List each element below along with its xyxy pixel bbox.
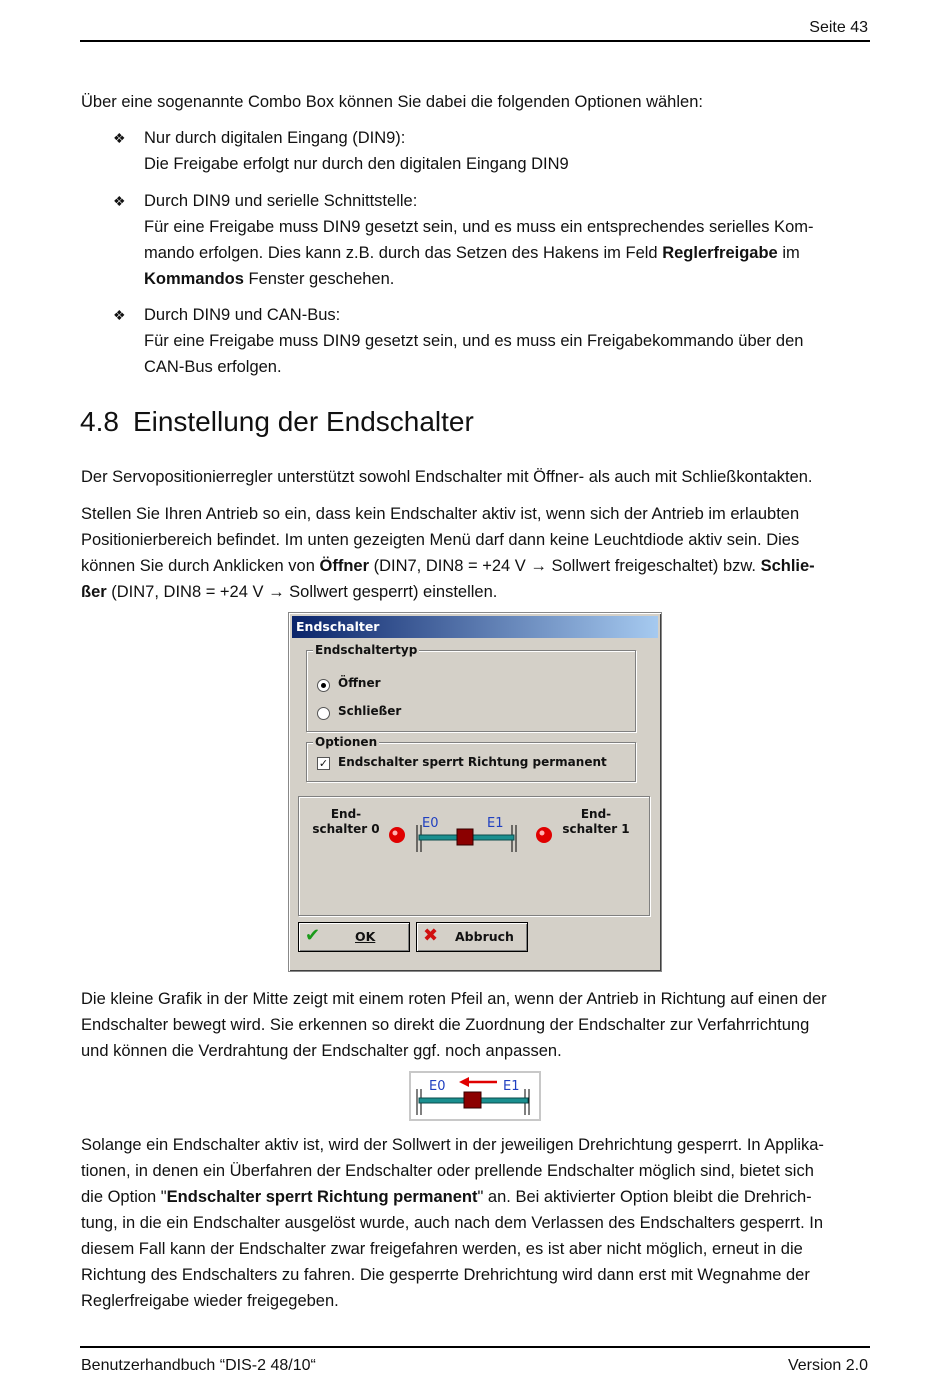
bullet-text-line	[144, 266, 864, 292]
dialog-title: Endschalter	[296, 619, 380, 634]
bold-term: ßer	[81, 583, 107, 601]
endschalter-1-label	[561, 807, 631, 837]
paragraph-3	[81, 986, 871, 1064]
text-line: tionen, in denen ein Überfahren der Endschalter oder prellende Endschalter möglich sind, bietet sich	[81, 1162, 814, 1180]
footer-title: Benutzerhandbuch “DIS-2 48/10“	[81, 1357, 316, 1374]
endschalter-status-panel	[298, 796, 650, 916]
text-line: Solange ein Endschalter aktiv ist, wird der Sollwert in der jeweiligen Drehrichtung gesperrt. In Applika-	[81, 1136, 824, 1154]
text-run: im	[777, 244, 800, 262]
ok-label: OK	[355, 929, 376, 944]
ok-button[interactable]	[298, 922, 410, 952]
section-number: 4.8	[80, 406, 119, 437]
text-line	[81, 1184, 871, 1210]
label-line: End-	[580, 807, 612, 821]
bullet-title: Nur durch digitalen Eingang (DIN9):	[144, 129, 406, 147]
label-line: schalter 0	[312, 822, 380, 836]
paragraph-2	[81, 501, 871, 605]
bullet-text-line: Für eine Freigabe muss DIN9 gesetzt sein, und es muss ein entsprechendes serielles Kom-	[144, 218, 814, 236]
endschalter-0-label	[311, 807, 381, 837]
e0-label: E0	[429, 1079, 446, 1094]
axis-graphic	[384, 815, 564, 857]
bold-term: Schlie-	[760, 557, 815, 575]
led-endschalter-1	[536, 827, 552, 843]
text-run: (DIN7, DIN8 = +24 V → Sollwert freigeschaltet) bzw.	[369, 557, 761, 575]
checkbox-sperrt-richtung[interactable]: ✓	[318, 757, 329, 770]
bullet-title: Durch DIN9 und serielle Schnittstelle:	[144, 192, 418, 210]
direction-graphic-svg	[411, 1073, 539, 1119]
text-line: Positionierbereich befindet. Im unten gezeigten Menü darf dann keine Leuchtdiode aktiv sein. Dies	[81, 531, 800, 549]
check-icon: ✔	[305, 925, 321, 946]
group-label: Endschaltertyp	[315, 643, 418, 657]
radio-oeffner[interactable]	[317, 679, 330, 692]
cancel-button[interactable]	[416, 922, 528, 952]
direction-graphic	[409, 1071, 541, 1121]
checkbox-label[interactable]: Endschalter sperrt Richtung permanent	[338, 755, 607, 769]
bullet-1	[144, 125, 864, 177]
group-optionen	[306, 735, 636, 782]
bullet-text-line	[144, 240, 864, 266]
bullet-title: Durch DIN9 und CAN-Bus:	[144, 306, 341, 324]
text-line: Reglerfreigabe wieder freigegeben.	[81, 1292, 339, 1310]
dialog-titlebar	[292, 616, 658, 638]
text-run: die Option "	[81, 1188, 167, 1206]
text-run: Fenster geschehen.	[243, 270, 395, 288]
bold-term: Kommandos	[144, 270, 244, 288]
bullet-text-line: CAN-Bus erfolgen.	[144, 358, 282, 376]
paragraph-4	[81, 1132, 871, 1314]
label-line: schalter 1	[562, 822, 630, 836]
e0-label: E0	[422, 816, 439, 831]
bullet-3	[144, 302, 864, 380]
group-endschaltertyp	[306, 643, 636, 732]
radio-schliesser-label[interactable]: Schließer	[338, 704, 402, 718]
text-run: können Sie durch Anklicken von	[81, 557, 320, 575]
text-line: tung, in die ein Endschalter ausgelöst wurde, auch nach dem Verlassen des Endschalters gesperrt. In	[81, 1214, 824, 1232]
text-line: diesem Fall kann der Endschalter zwar freigefahren werden, es ist aber nicht möglich, erneut in die	[81, 1240, 803, 1258]
paragraph-1: Der Servopositionierregler unterstützt sowohl Endschalter mit Öffner- als auch mit Schließkontakten.	[81, 468, 813, 486]
group-label: Optionen	[315, 735, 378, 749]
bold-term: Reglerfreigabe	[662, 244, 778, 262]
text-run: mando erfolgen. Dies kann z.B. durch das Setzen des Hakens im Feld	[144, 244, 663, 262]
page-number: Seite 43	[809, 19, 868, 36]
page-header	[80, 18, 870, 42]
e1-label: E1	[487, 816, 504, 831]
text-line	[81, 553, 871, 579]
carriage	[457, 829, 473, 845]
close-icon: ✖	[423, 925, 439, 946]
led-endschalter-0	[389, 827, 405, 843]
text-line	[81, 579, 871, 605]
cancel-label: Abbruch	[455, 929, 514, 944]
bullet-icon: ❖	[113, 193, 126, 209]
text-line: und können die Verdrahtung der Endschalter ggf. noch anpassen.	[81, 1042, 562, 1060]
intro-text: Über eine sogenannte Combo Box können Sie dabei die folgenden Optionen wählen:	[81, 93, 703, 111]
label-line: End-	[330, 807, 362, 821]
radio-schliesser[interactable]	[317, 707, 330, 720]
footer-version: Version 2.0	[787, 1357, 868, 1374]
text-run: (DIN7, DIN8 = +24 V → Sollwert gesperrt) einstellen.	[106, 583, 498, 601]
section-title: Einstellung der Endschalter	[132, 406, 474, 437]
bold-term: Endschalter sperrt Richtung permanent	[166, 1188, 478, 1206]
carriage	[464, 1092, 481, 1108]
bullet-text-line: Für eine Freigabe muss DIN9 gesetzt sein, und es muss ein Freigabekommando über den	[144, 332, 804, 350]
text-line: Richtung des Endschalters zu fahren. Die gesperrte Drehrichtung wird dann erst mit Wegnahme der	[81, 1266, 810, 1284]
bullet-2	[144, 188, 864, 292]
bullet-icon: ❖	[113, 130, 126, 146]
text-run: " an. Bei aktivierter Option bleibt die Drehrich-	[477, 1188, 812, 1206]
text-line: Die kleine Grafik in der Mitte zeigt mit einem roten Pfeil an, wenn der Antrieb in Richtung auf einen der	[81, 990, 827, 1008]
radio-oeffner-label[interactable]: Öffner	[338, 676, 381, 690]
page-footer	[80, 1346, 870, 1374]
bold-term: Öffner	[319, 557, 369, 575]
endschalter-dialog	[288, 612, 662, 972]
text-line: Stellen Sie Ihren Antrieb so ein, dass kein Endschalter aktiv ist, wenn sich der Antrieb im erlaubten	[81, 505, 800, 523]
bullet-icon: ❖	[113, 307, 126, 323]
text-line: Endschalter bewegt wird. Sie erkennen so direkt die Zuordnung der Endschalter zur Verfahrrichtung	[81, 1016, 810, 1034]
e1-label: E1	[503, 1079, 520, 1094]
bullet-text: Die Freigabe erfolgt nur durch den digitalen Eingang DIN9	[144, 155, 569, 173]
section-heading	[80, 406, 474, 438]
